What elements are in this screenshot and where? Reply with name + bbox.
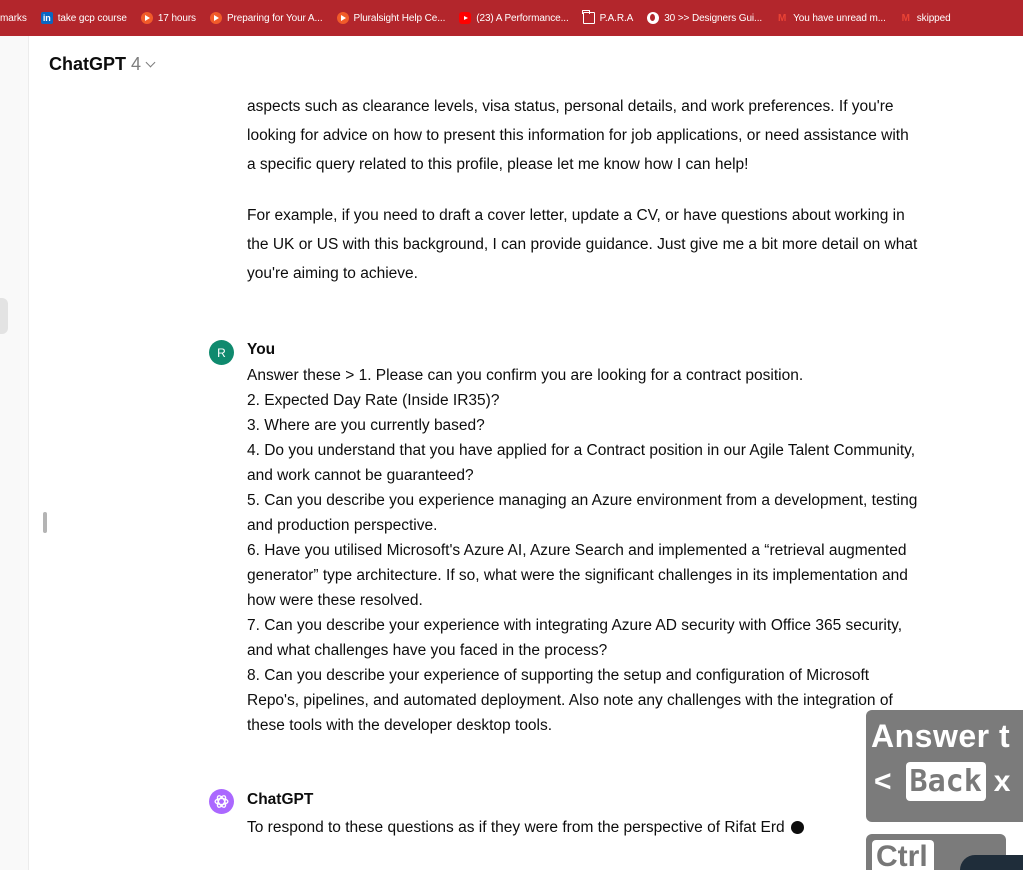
message-line: generator” type architecture. If so, what were the significant challenges in its implementation and xyxy=(247,567,908,584)
bookmark-item[interactable] xyxy=(0,13,27,24)
sidebar-collapsed xyxy=(0,36,29,870)
text-line: the UK or US with this background, I can provide guidance. Just give me a bit more detail on what xyxy=(247,236,918,253)
bookmark-label: Pluralsight Help Ce... xyxy=(353,12,446,24)
bookmark-item[interactable] xyxy=(776,12,886,24)
globe-icon xyxy=(647,12,659,24)
assistant-paragraph-1 xyxy=(247,92,967,179)
keystroke-overlay xyxy=(866,710,1023,822)
user-avatar xyxy=(209,340,234,365)
bookmark-label: marks xyxy=(0,12,27,24)
message-line: these tools with the developer desktop tools. xyxy=(247,717,553,734)
bookmark-label: P.A.R.A xyxy=(599,12,634,24)
text-line: a specific query related to this profile, please let me know how I can help! xyxy=(247,156,749,173)
message-line: Repo's, pipelines, and automated deployment. Also note any challenges with the integration of xyxy=(247,692,893,709)
keystroke-prefix: < xyxy=(874,764,892,798)
sidebar-toggle-tab[interactable] xyxy=(0,298,8,334)
keystroke-row xyxy=(874,762,1010,801)
bookmark-label: (23) A Performance... xyxy=(476,12,569,24)
message-line: 5. Can you describe you experience managing an Azure environment from a development, testing xyxy=(247,492,918,509)
message-line: 7. Can you describe your experience with integrating Azure AD security with Office 365 security, xyxy=(247,617,903,634)
bookmark-label: skipped xyxy=(916,12,951,24)
backspace-key: Back xyxy=(906,762,986,801)
assistant-reply xyxy=(247,815,804,840)
youtube-icon xyxy=(459,12,471,24)
text-line: aspects such as clearance levels, visa status, personal details, and work preferences. If you're xyxy=(247,98,894,115)
message-line: how were these resolved. xyxy=(247,592,423,609)
bookmark-item[interactable] xyxy=(583,12,634,24)
gmail-icon: M xyxy=(901,12,910,24)
chatgpt-avatar xyxy=(209,789,234,814)
text-line: looking for advice on how to present this information for job applications, or need assistance with xyxy=(247,127,909,144)
message-line: and production perspective. xyxy=(247,517,438,534)
bookmark-label: You have unread m... xyxy=(793,12,886,24)
bookmark-item[interactable] xyxy=(647,12,762,24)
message-line: and work cannot be guaranteed? xyxy=(247,467,474,484)
gmail-icon: M xyxy=(777,12,787,24)
avatar-initial: R xyxy=(217,345,226,360)
message-line: 2. Expected Day Rate (Inside IR35)? xyxy=(247,392,500,409)
bookmarks-bar xyxy=(0,0,1023,36)
bookmark-item[interactable] xyxy=(900,12,951,24)
text-line: For example, if you need to draft a cover letter, update a CV, or have questions about working in xyxy=(247,207,905,224)
bookmark-label: 30 >> Designers Gui... xyxy=(664,12,763,24)
openai-logo-icon xyxy=(213,793,230,810)
pluralsight-icon xyxy=(337,12,349,24)
assistant-paragraph-2 xyxy=(247,201,967,288)
bookmark-item[interactable] xyxy=(459,12,568,24)
chevron-down-icon xyxy=(146,58,156,68)
sidebar-drag-handle[interactable] xyxy=(43,512,47,533)
model-selector[interactable] xyxy=(49,54,154,75)
message-line: and what challenges have you faced in the process? xyxy=(247,642,608,659)
bookmark-item[interactable] xyxy=(337,12,446,24)
pluralsight-icon xyxy=(210,12,222,24)
streaming-cursor-icon xyxy=(791,821,804,834)
model-version: 4 xyxy=(131,54,142,74)
bookmark-label: take gcp course xyxy=(57,12,127,24)
model-name: ChatGPT xyxy=(49,54,127,74)
bookmark-label: Preparing for Your A... xyxy=(226,12,323,24)
message-line: 6. Have you utilised Microsoft's Azure AI, Azure Search and implemented a “retrieval augmented xyxy=(247,542,907,559)
linkedin-icon: in xyxy=(41,12,53,24)
ctrl-key: Ctrl xyxy=(872,840,934,870)
folder-icon xyxy=(583,12,595,24)
message-line: 3. Where are you currently based? xyxy=(247,417,485,434)
reply-text: To respond to these questions as if they were from the perspective of Rifat Erd xyxy=(247,819,785,836)
text-line: you're aiming to achieve. xyxy=(247,265,418,282)
message-line: Answer these > 1. Please can you confirm you are looking for a contract position. xyxy=(247,367,804,384)
message-line: 8. Can you describe your experience of supporting the setup and configuration of Microsoft xyxy=(247,667,870,684)
user-message xyxy=(247,363,967,738)
floating-widget[interactable] xyxy=(960,855,1023,870)
keystroke-text: Answer t xyxy=(871,718,1011,754)
user-sender-name: You xyxy=(247,341,276,358)
bookmark-item[interactable] xyxy=(210,12,323,24)
bookmark-item[interactable] xyxy=(141,12,196,24)
message-line: 4. Do you understand that you have applied for a Contract position in our Agile Talent Community, xyxy=(247,442,916,459)
keystroke-suffix: x xyxy=(993,764,1011,798)
bookmark-item[interactable] xyxy=(41,12,127,24)
bookmark-label: 17 hours xyxy=(157,12,196,24)
pluralsight-icon xyxy=(141,12,153,24)
chatgpt-sender-name: ChatGPT xyxy=(247,791,314,808)
